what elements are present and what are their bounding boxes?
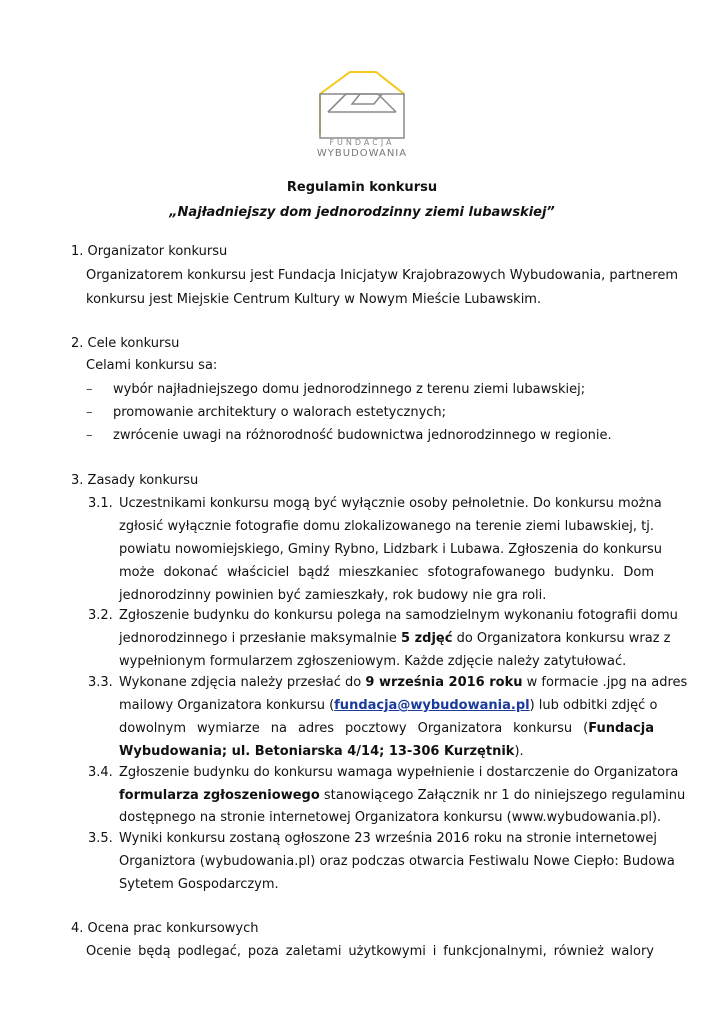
paragraph-3-5-line-1: Wyniki konkursu zostaną ogłoszone 23 września 2016 roku na stronie internetowej (119, 831, 658, 846)
section-2-intro: Celami konkursu sa: (86, 358, 218, 373)
photo-limit: 5 zdjęć (401, 631, 453, 646)
section-2-item-1: wybór najładniejszego domu jednorodzinnego z terenu ziemi lubawskiej; (113, 382, 586, 397)
paragraph-3-1-line-4: może dokonać właściciel bądź mieszkaniec sfotografowanego budynku. Dom (119, 565, 654, 580)
paragraph-3-1-line-3: powiatu nowomiejskiego, Gminy Rybno, Lidzbark i Lubawa. Zgłoszenia do konkursu (119, 542, 662, 557)
postal-address: Wybudowania; ul. Betoniarska 4/14; 13-306 Kurzętnik (119, 744, 515, 759)
logo-house-gray (320, 94, 404, 138)
paragraph-3-4-line-1: Zgłoszenie budynku do konkursu wamaga wypełnienie i dostarczenie do Organizatora (119, 765, 679, 780)
document-subtitle: „Najładniejszy dom jednorodzinny ziemi lubawskiej” (169, 205, 555, 220)
section-1-line-1: Organizatorem konkursu jest Fundacja Inicjatyw Krajobrazowych Wybudowania, partnerem (86, 268, 679, 283)
paragraph-3-4-line-3: dostępnego na stronie internetowej Organizatora konkursu (www.wybudowania.pl). (119, 810, 662, 825)
paragraph-3-3-number: 3.3. (88, 675, 113, 690)
logo-text-wybudowania: WYBUDOWANIA (316, 148, 408, 159)
section-4-line-1: Ocenie będą podlegać, poza zaletami użytkowymi i funkcjonalnymi, również walory (86, 944, 654, 959)
paragraph-3-5-number: 3.5. (88, 831, 113, 846)
section-3-header: 3. Zasady konkursu (71, 473, 199, 488)
paragraph-3-3-line-1: Wykonane zdjęcia należy przesłać do 9 września 2016 roku w formacie .jpg na adres (119, 675, 688, 690)
document-title: Regulamin konkursu (286, 180, 438, 195)
paragraph-3-2-line-1: Zgłoszenie budynku do konkursu polega na samodzielnym wykonaniu fotografii domu (119, 608, 678, 623)
logo-inner-shape (352, 94, 382, 104)
section-1-header: 1. Organizator konkursu (71, 244, 228, 259)
bullet-dash: – (86, 428, 93, 443)
section-1-line-2: konkursu jest Miejskie Centrum Kultury w Nowym Mieście Lubawskim. (86, 292, 542, 307)
paragraph-3-5-line-3: Sytetem Gospodarczym. (119, 877, 279, 892)
logo-inner-roof (328, 94, 396, 112)
paragraph-3-2-line-3: wypełnionym formularzem zgłoszeniowym. Każde zdjęcie należy zatytułować. (119, 654, 627, 669)
paragraph-3-5-line-2: Organiztora (wybudowania.pl) oraz podczas otwarcia Festiwalu Nowe Ciepło: Budowa (119, 854, 675, 869)
paragraph-3-3-line-4: Wybudowania; ul. Betoniarska 4/14; 13-306 Kurzętnik). (119, 744, 524, 759)
paragraph-3-1-line-2: zgłosić wyłącznie fotografie domu zlokalizowanego na terenie ziemi lubawskiej, tj. (119, 519, 654, 534)
bullet-dash: – (86, 382, 93, 397)
paragraph-3-2-number: 3.2. (88, 608, 113, 623)
section-2-header: 2. Cele konkursu (71, 336, 180, 351)
paragraph-3-1-line-5: jednorodzinny powinien być zamieszkały, rok budowy nie gra roli. (119, 588, 547, 603)
section-2-item-3: zwrócenie uwagi na różnorodność budownictwa jednorodzinnego w regionie. (113, 428, 612, 443)
paragraph-3-3-line-3: dowolnym wymiarze na adres pocztowy Organizatora konkursu (Fundacja (119, 721, 654, 736)
section-4-header: 4. Ocena prac konkursowych (71, 921, 259, 936)
deadline-date: 9 września 2016 roku (365, 675, 523, 690)
logo-roof-yellow (320, 72, 404, 94)
logo-text-fundacja: FUNDACJA (329, 138, 395, 147)
section-2-item-2: promowanie architektury o walorach estetycznych; (113, 405, 447, 420)
logo-inner-line (328, 94, 346, 112)
paragraph-3-3-line-2: mailowy Organizatora konkursu (fundacja@wybudowania.pl) lub odbitki zdjęć o (119, 698, 658, 713)
paragraph-3-1-number: 3.1. (88, 496, 113, 511)
application-form: formularza zgłoszeniowego (119, 788, 320, 803)
bullet-dash: – (86, 405, 93, 420)
paragraph-3-4-line-2: formularza zgłoszeniowego stanowiącego Załącznik nr 1 do niniejszego regulaminu (119, 788, 686, 803)
paragraph-3-4-number: 3.4. (88, 765, 113, 780)
paragraph-3-1-line-1: Uczestnikami konkursu mogą być wyłącznie osoby pełnoletnie. Do konkursu można (119, 496, 662, 511)
paragraph-3-2-line-2: jednorodzinnego i przesłanie maksymalnie 5 zdjęć do Organizatora konkursu wraz z (119, 631, 671, 646)
email-link[interactable]: fundacja@wybudowania.pl (334, 698, 530, 713)
